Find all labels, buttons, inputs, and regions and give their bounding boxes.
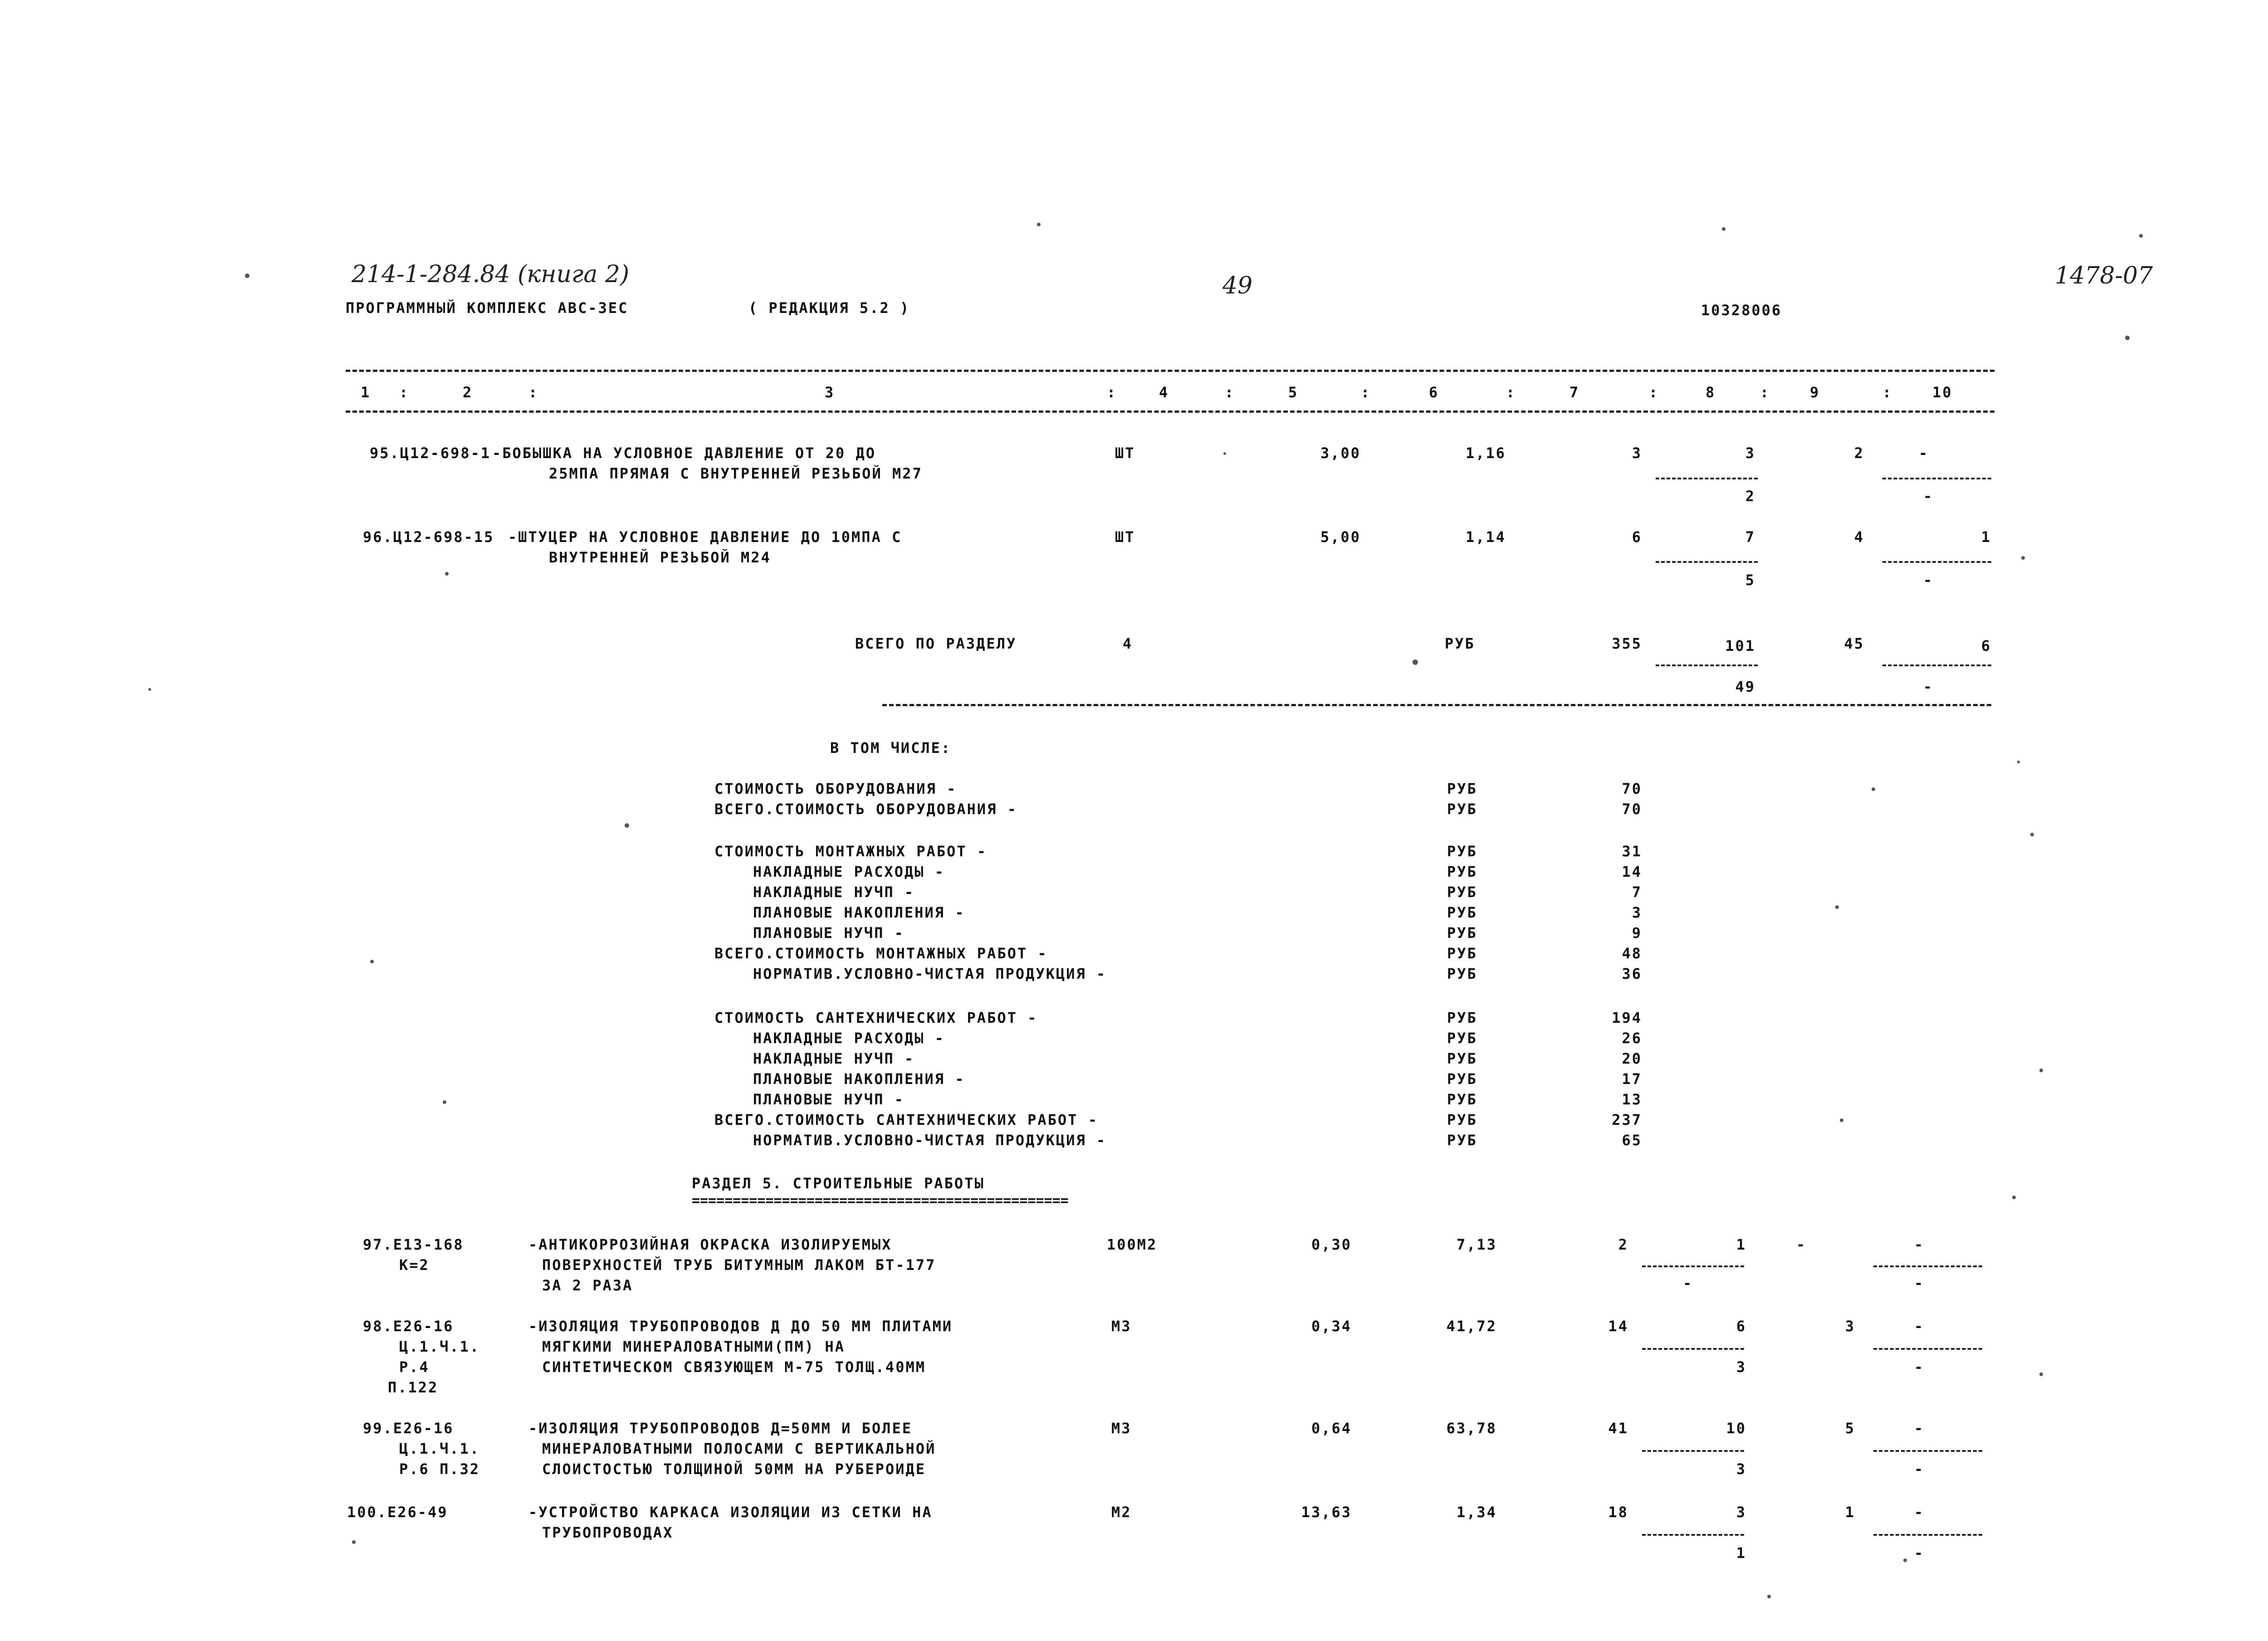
row-total: 3 xyxy=(1632,444,1642,462)
row-price: 1,14 xyxy=(1465,528,1506,546)
column-sep: : xyxy=(1882,384,1893,401)
row-qty: 3,00 xyxy=(1320,444,1361,462)
breakdown-label: СТОИМОСТЬ ОБОРУДОВАНИЯ - xyxy=(714,780,957,797)
row-desc: СИНТЕТИЧЕСКОМ СВЯЗУЮЩЕМ М-75 ТОЛЩ.40ММ xyxy=(542,1358,926,1376)
breakdown-value: 65 xyxy=(1622,1132,1642,1149)
breakdown-value: 26 xyxy=(1622,1030,1642,1047)
breakdown-label: НОРМАТИВ.УСЛОВНО-ЧИСТАЯ ПРОДУКЦИЯ - xyxy=(753,1132,1107,1149)
row-code: Ц.1.Ч.1. xyxy=(399,1440,480,1457)
row-code: Р.6 П.32 xyxy=(399,1460,480,1478)
row-desc: СЛОИСТОСТЬЮ ТОЛЩИНОЙ 50ММ НА РУБЕРОИДЕ xyxy=(542,1460,926,1478)
column-sep: : xyxy=(399,384,410,401)
breakdown-label: НАКЛАДНЫЕ РАСХОДЫ - xyxy=(753,1030,945,1047)
row-code: 97.Е13-168 xyxy=(363,1236,464,1253)
row-price: 1,16 xyxy=(1465,444,1506,462)
row-col10-sub: - xyxy=(1923,571,1934,589)
row-col9: 2 xyxy=(1854,444,1864,462)
row-col10-sub: - xyxy=(1923,488,1934,505)
page-number: 49 xyxy=(1222,272,1253,299)
section-total-col10: 6 xyxy=(1981,637,1991,654)
breakdown-unit: РУБ xyxy=(1447,1009,1477,1026)
column-sep: : xyxy=(1225,384,1235,401)
row-col10: 1 xyxy=(1981,528,1991,546)
breakdown-label: ПЛАНОВЫЕ НУЧП - xyxy=(753,924,904,942)
column-4: 4 xyxy=(1159,384,1169,401)
column-3: 3 xyxy=(825,384,835,401)
row-total: 2 xyxy=(1618,1236,1628,1253)
row-desc: ВНУТРЕННЕЙ РЕЗЬБОЙ М24 xyxy=(549,549,771,566)
breakdown-unit: РУБ xyxy=(1447,843,1477,860)
row-col8-sub: 5 xyxy=(1745,571,1755,589)
program-line: ПРОГРАММНЫЙ КОМПЛЕКС АВС-3ЕС xyxy=(346,299,629,317)
breakdown-value: 7 xyxy=(1632,884,1642,901)
row-price: 63,78 xyxy=(1446,1420,1497,1437)
breakdown-unit: РУБ xyxy=(1447,904,1477,921)
breakdown-value: 48 xyxy=(1622,945,1642,962)
row-col10: - xyxy=(1914,1236,1925,1253)
breakdown-value: 20 xyxy=(1622,1050,1642,1067)
row-unit: 100М2 xyxy=(1107,1236,1158,1253)
breakdown-unit: РУБ xyxy=(1447,1030,1477,1047)
breakdown-value: 194 xyxy=(1612,1009,1642,1026)
section-total-sum: 355 xyxy=(1612,635,1642,652)
section-underline: ============================================== xyxy=(692,1193,1069,1209)
section-total-rule xyxy=(882,704,1991,706)
column-sep: : xyxy=(1107,384,1117,401)
breakdown-label: НОРМАТИВ.УСЛОВНО-ЧИСТАЯ ПРОДУКЦИЯ - xyxy=(753,965,1107,982)
row-unit: М3 xyxy=(1111,1318,1132,1335)
section-total-col8-sub: 49 xyxy=(1735,678,1755,695)
row-price: 1,34 xyxy=(1456,1504,1497,1521)
row-desc: -ШТУЦЕР НА УСЛОВНОЕ ДАВЛЕНИЕ ДО 10МПА С xyxy=(508,528,902,546)
breakdown-value: 3 xyxy=(1632,904,1642,921)
column-sep: : xyxy=(1361,384,1371,401)
row-unit: М2 xyxy=(1111,1504,1132,1521)
row-code: 98.Е26-16 xyxy=(363,1318,454,1335)
cell-divider xyxy=(1873,1450,1982,1452)
breakdown-unit: РУБ xyxy=(1447,1132,1477,1149)
row-desc: 25МПА ПРЯМАЯ С ВНУТРЕННЕЙ РЕЗЬБОЙ М27 xyxy=(549,465,923,482)
column-9: 9 xyxy=(1810,384,1820,401)
row-code: К=2 xyxy=(399,1256,430,1274)
breakdown-value: 70 xyxy=(1622,801,1642,818)
row-code: Р.4 xyxy=(399,1358,430,1376)
row-code: 95.Ц12-698-1 xyxy=(370,444,491,462)
row-col10: - xyxy=(1914,1504,1925,1521)
row-col9: 4 xyxy=(1854,528,1864,546)
breakdown-unit: РУБ xyxy=(1447,1050,1477,1067)
cell-divider xyxy=(1882,664,1991,666)
cell-divider xyxy=(1882,561,1991,563)
breakdown-unit: РУБ xyxy=(1447,1091,1477,1108)
row-total: 6 xyxy=(1632,528,1642,546)
cell-divider xyxy=(1873,1534,1982,1536)
breakdown-label: ПЛАНОВЫЕ НАКОПЛЕНИЯ - xyxy=(753,1070,965,1088)
row-total: 41 xyxy=(1608,1420,1628,1437)
breakdown-value: 36 xyxy=(1622,965,1642,982)
row-desc: -УСТРОЙСТВО КАРКАСА ИЗОЛЯЦИИ ИЗ СЕТКИ НА xyxy=(528,1504,933,1521)
row-desc: -ИЗОЛЯЦИЯ ТРУБОПРОВОДОВ Д=50ММ И БОЛЕЕ xyxy=(528,1420,913,1437)
row-desc: -АНТИКОРРОЗИЙНАЯ ОКРАСКА ИЗОЛИРУЕМЫХ xyxy=(528,1236,892,1253)
section-total-unit: РУБ xyxy=(1445,635,1475,652)
breakdown-label: ВСЕГО.СТОИМОСТЬ ОБОРУДОВАНИЯ - xyxy=(714,801,1017,818)
row-col10-sub: - xyxy=(1914,1275,1925,1292)
row-col9: 1 xyxy=(1845,1504,1855,1521)
cell-divider xyxy=(1656,664,1758,666)
row-col9: 5 xyxy=(1845,1420,1855,1437)
breakdown-unit: РУБ xyxy=(1447,884,1477,901)
header-top-rule xyxy=(346,370,1994,372)
edition: ( РЕДАКЦИЯ 5.2 ) xyxy=(748,299,910,317)
cell-divider xyxy=(1656,561,1758,563)
row-col8-sub: 3 xyxy=(1736,1358,1746,1376)
row-col10: - xyxy=(1914,1420,1925,1437)
column-sep: : xyxy=(1760,384,1770,401)
row-qty: 0,30 xyxy=(1311,1236,1352,1253)
breakdown-unit: РУБ xyxy=(1447,780,1477,797)
row-unit: ШТ xyxy=(1115,528,1135,546)
breakdown-label: ПЛАНОВЫЕ НУЧП - xyxy=(753,1091,904,1108)
breakdown-value: 31 xyxy=(1622,843,1642,860)
cell-divider xyxy=(1882,478,1991,479)
column-6: 6 xyxy=(1429,384,1439,401)
breakdown-value: 70 xyxy=(1622,780,1642,797)
breakdown-label: СТОИМОСТЬ САНТЕХНИЧЕСКИХ РАБОТ - xyxy=(714,1009,1038,1026)
column-8: 8 xyxy=(1706,384,1716,401)
column-2: 2 xyxy=(463,384,473,401)
breakdown-value: 237 xyxy=(1612,1111,1642,1128)
cell-divider xyxy=(1642,1348,1744,1350)
cell-divider xyxy=(1642,1265,1744,1267)
breakdown-unit: РУБ xyxy=(1447,965,1477,982)
cell-divider xyxy=(1656,478,1758,479)
column-10: 10 xyxy=(1932,384,1953,401)
row-desc: МЯГКИМИ МИНЕРАЛОВАТНЫМИ(ПМ) НА xyxy=(542,1338,845,1355)
archive-code: 1478-07 xyxy=(2055,262,2153,289)
row-col9: - xyxy=(1796,1236,1807,1253)
cell-divider xyxy=(1873,1265,1982,1267)
breakdown-heading: В ТОМ ЧИСЛЕ: xyxy=(830,739,952,757)
row-desc: -БОБЫШКА НА УСЛОВНОЕ ДАВЛЕНИЕ ОТ 20 ДО xyxy=(492,444,876,462)
breakdown-value: 13 xyxy=(1622,1091,1642,1108)
section-total-label: ВСЕГО ПО РАЗДЕЛУ xyxy=(855,635,1017,652)
breakdown-label: ВСЕГО.СТОИМОСТЬ САНТЕХНИЧЕСКИХ РАБОТ - xyxy=(714,1111,1099,1128)
column-7: 7 xyxy=(1569,384,1580,401)
row-col9: 3 xyxy=(1845,1318,1855,1335)
section-total-col10-sub: - xyxy=(1923,678,1934,695)
column-5: 5 xyxy=(1288,384,1299,401)
row-col8: 3 xyxy=(1736,1504,1746,1521)
row-code: 96.Ц12-698-15 xyxy=(363,528,494,546)
cell-divider xyxy=(1873,1348,1982,1350)
row-col8-sub: 1 xyxy=(1736,1544,1746,1562)
doc-id: 10328006 xyxy=(1701,302,1782,319)
column-sep: : xyxy=(528,384,539,401)
section-total-col8: 101 xyxy=(1725,637,1755,654)
row-col8: 6 xyxy=(1736,1318,1746,1335)
row-code: 100.Е26-49 xyxy=(347,1504,448,1521)
cell-divider xyxy=(1642,1450,1744,1452)
breakdown-label: НАКЛАДНЫЕ НУЧП - xyxy=(753,884,915,901)
cell-divider xyxy=(1642,1534,1744,1536)
row-total: 18 xyxy=(1608,1504,1628,1521)
row-unit: М3 xyxy=(1111,1420,1132,1437)
row-col8-sub: 2 xyxy=(1745,488,1755,505)
row-col10-sub: - xyxy=(1914,1544,1925,1562)
row-qty: 5,00 xyxy=(1320,528,1361,546)
row-total: 14 xyxy=(1608,1318,1628,1335)
breakdown-label: СТОИМОСТЬ МОНТАЖНЫХ РАБОТ - xyxy=(714,843,987,860)
breakdown-label: ВСЕГО.СТОИМОСТЬ МОНТАЖНЫХ РАБОТ - xyxy=(714,945,1048,962)
row-col8-sub: - xyxy=(1683,1275,1693,1292)
breakdown-unit: РУБ xyxy=(1447,945,1477,962)
row-col10-sub: - xyxy=(1914,1460,1925,1478)
row-qty: 0,64 xyxy=(1311,1420,1352,1437)
row-code: 99.Е26-16 xyxy=(363,1420,454,1437)
row-price: 7,13 xyxy=(1456,1236,1497,1253)
doc-code: 214-1-284.84 (книга 2) xyxy=(352,261,630,288)
row-price: 41,72 xyxy=(1446,1318,1497,1335)
row-qty: 13,63 xyxy=(1301,1504,1352,1521)
row-code: Ц.1.Ч.1. xyxy=(399,1338,480,1355)
row-code: П.122 xyxy=(388,1379,439,1396)
row-col8: 10 xyxy=(1726,1420,1746,1437)
row-unit: ШТ xyxy=(1115,444,1135,462)
row-desc: -ИЗОЛЯЦИЯ ТРУБОПРОВОДОВ Д ДО 50 ММ ПЛИТАМИ xyxy=(528,1318,953,1335)
header-bottom-rule xyxy=(346,410,1994,413)
breakdown-label: ПЛАНОВЫЕ НАКОПЛЕНИЯ - xyxy=(753,904,965,921)
breakdown-value: 9 xyxy=(1632,924,1642,942)
row-col8: 1 xyxy=(1736,1236,1746,1253)
breakdown-value: 17 xyxy=(1622,1070,1642,1088)
breakdown-value: 14 xyxy=(1622,863,1642,880)
breakdown-unit: РУБ xyxy=(1447,863,1477,880)
breakdown-label: НАКЛАДНЫЕ РАСХОДЫ - xyxy=(753,863,945,880)
row-col8: 3 xyxy=(1745,444,1755,462)
breakdown-unit: РУБ xyxy=(1447,801,1477,818)
breakdown-unit: РУБ xyxy=(1447,1111,1477,1128)
row-col8: 7 xyxy=(1745,528,1755,546)
section-title: РАЗДЕЛ 5. СТРОИТЕЛЬНЫЕ РАБОТЫ xyxy=(692,1175,985,1192)
column-sep: : xyxy=(1649,384,1659,401)
section-total-number: 4 xyxy=(1123,635,1133,652)
row-col8-sub: 3 xyxy=(1736,1460,1746,1478)
breakdown-label: НАКЛАДНЫЕ НУЧП - xyxy=(753,1050,915,1067)
row-qty: 0,34 xyxy=(1311,1318,1352,1335)
row-desc: МИНЕРАЛОВАТНЫМИ ПОЛОСАМИ С ВЕРТИКАЛЬНОЙ xyxy=(542,1440,936,1457)
row-desc: ЗА 2 РАЗА xyxy=(542,1277,633,1294)
row-col10: - xyxy=(1919,444,1929,462)
breakdown-unit: РУБ xyxy=(1447,1070,1477,1088)
row-col10-sub: - xyxy=(1914,1358,1925,1376)
section-total-col9: 45 xyxy=(1844,635,1864,652)
row-desc: ПОВЕРХНОСТЕЙ ТРУБ БИТУМНЫМ ЛАКОМ БТ-177 xyxy=(542,1256,936,1274)
row-col10: - xyxy=(1914,1318,1925,1335)
row-desc: ТРУБОПРОВОДАХ xyxy=(542,1524,674,1541)
column-sep: : xyxy=(1506,384,1516,401)
breakdown-unit: РУБ xyxy=(1447,924,1477,942)
column-1: 1 xyxy=(361,384,371,401)
